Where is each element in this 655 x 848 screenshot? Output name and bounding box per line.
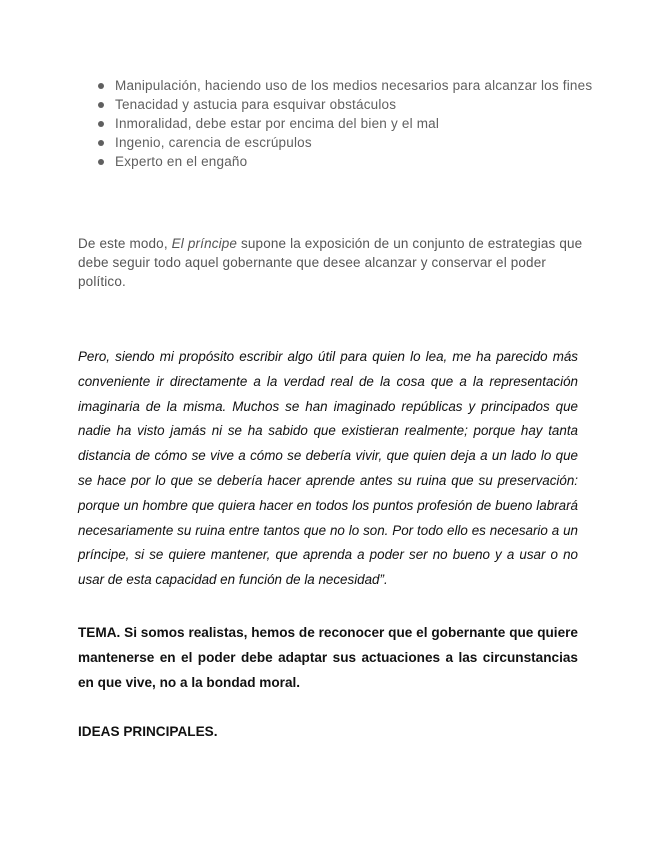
bullet-item	[78, 95, 598, 114]
bullet-text: Experto en el engaño	[115, 154, 248, 169]
intro-text-start: De este modo,	[78, 236, 172, 251]
bullet-text: Tenacidad y astucia para esquivar obstáculos	[115, 97, 397, 112]
bullet-item	[78, 114, 598, 133]
bullet-item	[78, 152, 598, 171]
bullet-text: Manipulación, haciendo uso de los medios necesarios para alcanzar los fines	[115, 78, 593, 93]
tema-paragraph: TEMA. Si somos realistas, hemos de reconocer que el gobernante que quiere mantenerse en el poder debe adaptar sus actuaciones a las circunstancias en que vive, no a la bondad moral.	[78, 625, 578, 690]
book-title: El príncipe	[171, 236, 238, 251]
bullet-dot-icon	[98, 102, 104, 108]
bullet-dot-icon	[98, 83, 104, 89]
bullet-dot-icon	[98, 140, 104, 146]
quote-paragraph: Pero, siendo mi propósito escribir algo útil para quien lo lea, me ha parecido más conveniente ir directamente a la verdad real de la cosa que a la representación imaginaria de la misma. Muchos se han imaginado repúblicas y principados que nadie ha visto jamás ni se ha sabido que existieran realmente; porque hay tanta distancia de cómo se vive a cómo se debería vivir, que quien deja a un lado lo que se hace por lo que se debería hacer aprende antes su ruina que su preservación: porque un hombre que quiera hacer en todos los puntos profesión de bueno labrará necesariamente su ruina entre tantos que no lo son. Por todo ello es necesario a un príncipe, si se quiere mantener, que aprenda a poder ser no bueno y a usar o no usar de esta capacidad en función de la necesidad”.	[78, 349, 578, 588]
bullet-dot-icon	[98, 159, 104, 165]
bullet-dot-icon	[98, 121, 104, 127]
bullet-text: Inmoralidad, debe estar por encima del bien y el mal	[115, 116, 440, 131]
bullet-text: Ingenio, carencia de escrúpulos	[115, 135, 312, 150]
bullet-item	[78, 133, 598, 152]
traits-bullet-list	[78, 76, 598, 171]
ideas-heading: IDEAS PRINCIPALES.	[78, 724, 218, 739]
intro-paragraph	[78, 234, 583, 291]
bullet-item	[78, 76, 598, 95]
intro-text-end: supone la exposición de un conjunto de estrategias que debe seguir todo aquel gobernante que desee alcanzar y conservar el poder político.	[78, 236, 583, 289]
